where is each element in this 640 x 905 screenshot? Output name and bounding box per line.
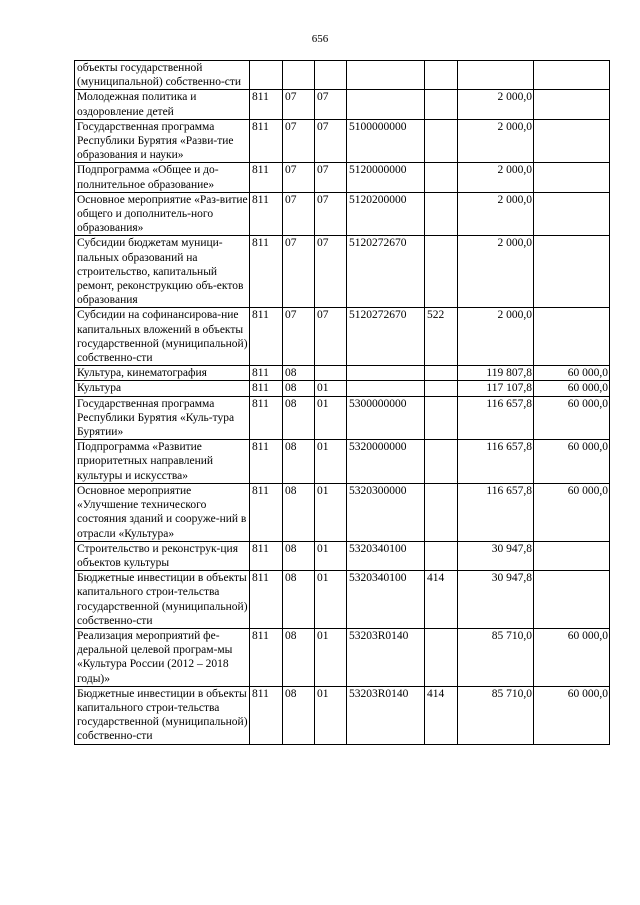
expense-type-cell: 414 [425,686,458,744]
sum-total-cell: 85 710,0 [458,686,534,744]
target-code-cell [347,61,425,90]
sum-federal-cell: 60 000,0 [534,396,610,440]
admin-code-cell: 811 [250,236,283,308]
row-name-cell: Молодежная политика и оздоровление детей [75,90,250,119]
sum-total-cell: 2 000,0 [458,192,534,236]
expense-type-cell [425,541,458,570]
subchapter-cell [315,61,347,90]
table-row [75,628,610,686]
admin-code-cell: 811 [250,308,283,366]
table-row [75,541,610,570]
sum-total-cell: 2 000,0 [458,90,534,119]
target-code-cell: 53203R0140 [347,686,425,744]
target-code-cell: 5320300000 [347,483,425,541]
subchapter-cell: 01 [315,686,347,744]
table-row [75,90,610,119]
target-code-cell: 5320340100 [347,571,425,629]
sum-total-cell: 2 000,0 [458,236,534,308]
sum-total-cell: 30 947,8 [458,571,534,629]
expense-type-cell [425,628,458,686]
sum-federal-cell: 60 000,0 [534,381,610,396]
admin-code-cell: 811 [250,381,283,396]
expense-type-cell [425,396,458,440]
target-code-cell: 5320000000 [347,440,425,484]
admin-code-cell: 811 [250,192,283,236]
chapter-cell: 08 [283,381,315,396]
expense-type-cell [425,119,458,163]
target-code-cell: 5120000000 [347,163,425,192]
subchapter-cell: 07 [315,119,347,163]
chapter-cell: 08 [283,541,315,570]
table-row [75,483,610,541]
table-row [75,396,610,440]
admin-code-cell: 811 [250,440,283,484]
table-row [75,440,610,484]
sum-federal-cell [534,236,610,308]
sum-federal-cell: 60 000,0 [534,483,610,541]
table-row [75,61,610,90]
target-code-cell [347,90,425,119]
expense-type-cell [425,381,458,396]
budget-table-body [75,61,610,745]
sum-total-cell: 2 000,0 [458,163,534,192]
expense-type-cell: 522 [425,308,458,366]
chapter-cell: 08 [283,396,315,440]
row-name-cell: Реализация мероприятий фе-деральной целевой програм-мы «Культура России (2012 – 2018 годы)» [75,628,250,686]
admin-code-cell: 811 [250,163,283,192]
sum-total-cell: 2 000,0 [458,119,534,163]
target-code-cell: 5120272670 [347,308,425,366]
table-row [75,192,610,236]
subchapter-cell [315,366,347,381]
subchapter-cell: 07 [315,236,347,308]
target-code-cell: 53203R0140 [347,628,425,686]
chapter-cell [283,61,315,90]
sum-total-cell: 117 107,8 [458,381,534,396]
subchapter-cell: 01 [315,381,347,396]
expense-type-cell [425,366,458,381]
subchapter-cell: 01 [315,440,347,484]
admin-code-cell: 811 [250,119,283,163]
subchapter-cell: 01 [315,628,347,686]
row-name-cell: Подпрограмма «Общее и до-полнительное образование» [75,163,250,192]
expense-type-cell [425,440,458,484]
chapter-cell: 07 [283,119,315,163]
row-name-cell: Основное мероприятие «Улучшение технического состояния зданий и сооруже-ний в отрасли «Культура» [75,483,250,541]
row-name-cell: Бюджетные инвестиции в объекты капитального строи-тельства государственной (муниципальной) собственно-сти [75,571,250,629]
chapter-cell: 08 [283,366,315,381]
chapter-cell: 08 [283,571,315,629]
sum-total-cell: 30 947,8 [458,541,534,570]
sum-federal-cell [534,163,610,192]
row-name-cell: Государственная программа Республики Бурятия «Разви-тие образования и науки» [75,119,250,163]
expense-type-cell [425,192,458,236]
table-row [75,571,610,629]
table-row [75,119,610,163]
row-name-cell: Строительство и реконструк-ция объектов культуры [75,541,250,570]
target-code-cell: 5120272670 [347,236,425,308]
admin-code-cell: 811 [250,571,283,629]
table-row [75,381,610,396]
row-name-cell: Подпрограмма «Развитие приоритетных направлений культуры и искусства» [75,440,250,484]
subchapter-cell: 07 [315,192,347,236]
chapter-cell: 07 [283,192,315,236]
target-code-cell: 5120200000 [347,192,425,236]
chapter-cell: 07 [283,90,315,119]
target-code-cell: 5100000000 [347,119,425,163]
row-name-cell: объекты государственной (муниципальной) собственно-сти [75,61,250,90]
chapter-cell: 08 [283,686,315,744]
table-row [75,308,610,366]
page-number: 656 [311,33,329,45]
sum-total-cell: 116 657,8 [458,440,534,484]
subchapter-cell: 01 [315,396,347,440]
chapter-cell: 08 [283,440,315,484]
sum-federal-cell: 60 000,0 [534,440,610,484]
sum-total-cell: 116 657,8 [458,396,534,440]
row-name-cell: Бюджетные инвестиции в объекты капитального строи-тельства государственной (муниципальной) собственно-сти [75,686,250,744]
subchapter-cell: 07 [315,163,347,192]
chapter-cell: 07 [283,236,315,308]
subchapter-cell: 07 [315,90,347,119]
admin-code-cell: 811 [250,483,283,541]
admin-code-cell: 811 [250,541,283,570]
admin-code-cell: 811 [250,90,283,119]
target-code-cell: 5300000000 [347,396,425,440]
sum-federal-cell [534,192,610,236]
admin-code-cell: 811 [250,396,283,440]
expense-type-cell [425,236,458,308]
subchapter-cell: 01 [315,571,347,629]
admin-code-cell: 811 [250,628,283,686]
table-row [75,686,610,744]
sum-federal-cell: 60 000,0 [534,366,610,381]
sum-federal-cell [534,308,610,366]
sum-total-cell [458,61,534,90]
sum-federal-cell [534,119,610,163]
row-name-cell: Государственная программа Республики Бурятия «Куль-тура Бурятии» [75,396,250,440]
admin-code-cell [250,61,283,90]
chapter-cell: 08 [283,483,315,541]
sum-federal-cell [534,571,610,629]
sum-federal-cell [534,90,610,119]
budget-table [74,60,610,745]
row-name-cell: Субсидии бюджетам муници-пальных образований на строительство, капитальный ремонт, реконструкцию объ-ектов образования [75,236,250,308]
sum-federal-cell: 60 000,0 [534,686,610,744]
chapter-cell: 08 [283,628,315,686]
expense-type-cell [425,61,458,90]
target-code-cell: 5320340100 [347,541,425,570]
sum-total-cell: 2 000,0 [458,308,534,366]
sum-total-cell: 119 807,8 [458,366,534,381]
expense-type-cell [425,483,458,541]
chapter-cell: 07 [283,163,315,192]
target-code-cell [347,381,425,396]
table-row [75,236,610,308]
subchapter-cell: 01 [315,483,347,541]
admin-code-cell: 811 [250,686,283,744]
sum-federal-cell [534,541,610,570]
sum-total-cell: 116 657,8 [458,483,534,541]
expense-type-cell: 414 [425,571,458,629]
row-name-cell: Основное мероприятие «Раз-витие общего и дополнитель-ного образования» [75,192,250,236]
target-code-cell [347,366,425,381]
sum-federal-cell [534,61,610,90]
table-row [75,163,610,192]
row-name-cell: Культура, кинематография [75,366,250,381]
row-name-cell: Субсидии на софинансирова-ние капитальных вложений в объекты государственной (муниципальной) собственно-сти [75,308,250,366]
expense-type-cell [425,163,458,192]
row-name-cell: Культура [75,381,250,396]
admin-code-cell: 811 [250,366,283,381]
sum-total-cell: 85 710,0 [458,628,534,686]
table-row [75,366,610,381]
chapter-cell: 07 [283,308,315,366]
subchapter-cell: 01 [315,541,347,570]
sum-federal-cell: 60 000,0 [534,628,610,686]
expense-type-cell [425,90,458,119]
subchapter-cell: 07 [315,308,347,366]
